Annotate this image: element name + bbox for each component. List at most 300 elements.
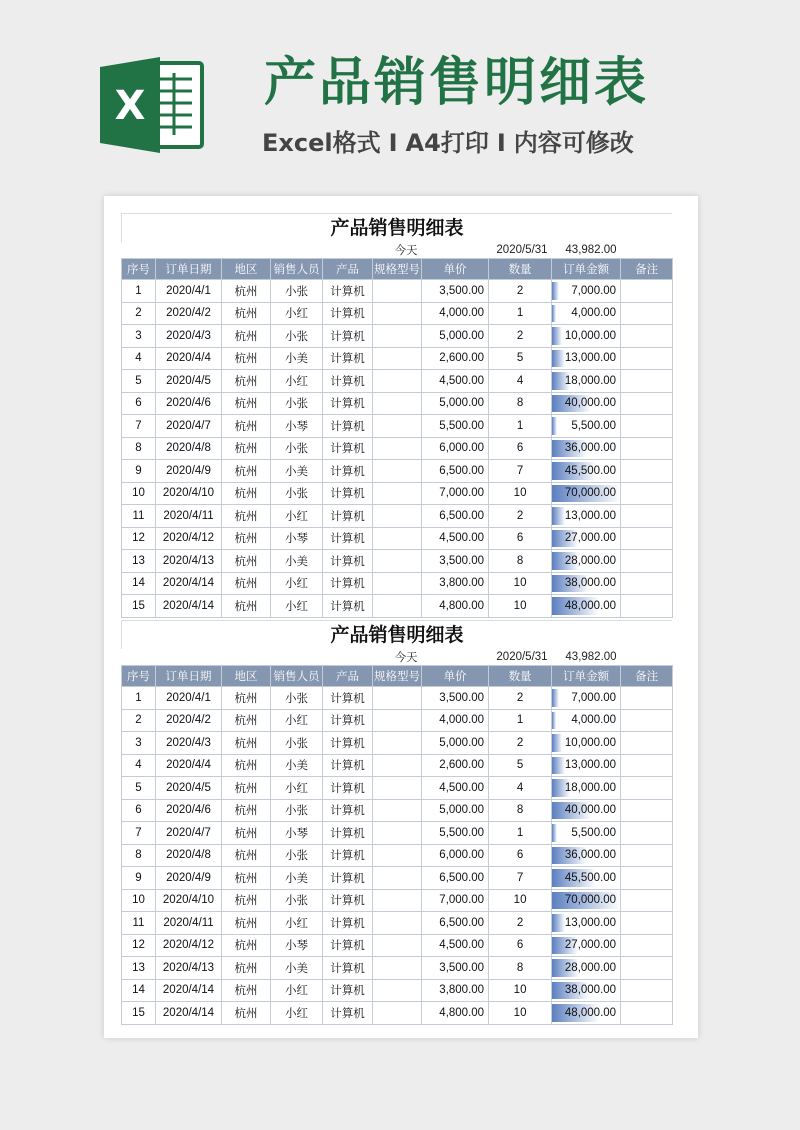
cell-quantity[interactable]: 10 [489, 979, 552, 1002]
cell-order-date[interactable]: 2020/4/9 [156, 460, 222, 483]
cell-spec[interactable] [373, 754, 422, 777]
cell-quantity[interactable]: 1 [489, 709, 552, 732]
cell-product[interactable]: 计算机 [323, 302, 373, 325]
cell-order-date[interactable]: 2020/4/14 [156, 979, 222, 1002]
cell-order-amount[interactable] [552, 822, 621, 845]
cell-order-date[interactable]: 2020/4/13 [156, 550, 222, 573]
cell-spec[interactable] [373, 709, 422, 732]
cell-region[interactable]: 杭州 [222, 505, 271, 528]
cell-note[interactable] [621, 280, 673, 303]
cell-product[interactable]: 计算机 [323, 482, 373, 505]
cell-order-amount[interactable] [552, 437, 621, 460]
cell-note[interactable] [621, 912, 673, 935]
cell-salesperson[interactable]: 小红 [271, 302, 323, 325]
cell-spec[interactable] [373, 370, 422, 393]
cell-order-amount[interactable] [552, 550, 621, 573]
cell-spec[interactable] [373, 979, 422, 1002]
cell-salesperson[interactable]: 小琴 [271, 822, 323, 845]
cell-spec[interactable] [373, 325, 422, 348]
cell-quantity[interactable]: 5 [489, 347, 552, 370]
cell-order-date[interactable]: 2020/4/11 [156, 505, 222, 528]
cell-product[interactable]: 计算机 [323, 550, 373, 573]
cell-index[interactable]: 3 [122, 325, 156, 348]
cell-unit-price[interactable]: 6,500.00 [422, 912, 489, 935]
cell-order-amount[interactable] [552, 482, 621, 505]
cell-index[interactable]: 6 [122, 392, 156, 415]
cell-unit-price[interactable]: 4,500.00 [422, 370, 489, 393]
cell-salesperson[interactable]: 小美 [271, 347, 323, 370]
cell-quantity[interactable]: 10 [489, 595, 552, 618]
cell-region[interactable]: 杭州 [222, 687, 271, 710]
cell-note[interactable] [621, 979, 673, 1002]
cell-product[interactable]: 计算机 [323, 370, 373, 393]
cell-order-date[interactable]: 2020/4/10 [156, 482, 222, 505]
cell-order-date[interactable]: 2020/4/14 [156, 595, 222, 618]
cell-salesperson[interactable]: 小琴 [271, 415, 323, 438]
cell-order-amount[interactable] [552, 572, 621, 595]
cell-index[interactable]: 3 [122, 732, 156, 755]
cell-quantity[interactable]: 10 [489, 572, 552, 595]
cell-index[interactable]: 14 [122, 979, 156, 1002]
cell-order-amount[interactable] [552, 505, 621, 528]
cell-quantity[interactable]: 1 [489, 302, 552, 325]
cell-product[interactable]: 计算机 [323, 572, 373, 595]
cell-product[interactable]: 计算机 [323, 957, 373, 980]
cell-spec[interactable] [373, 934, 422, 957]
cell-quantity[interactable]: 2 [489, 732, 552, 755]
cell-index[interactable]: 8 [122, 437, 156, 460]
cell-order-date[interactable]: 2020/4/1 [156, 687, 222, 710]
cell-spec[interactable] [373, 799, 422, 822]
cell-product[interactable]: 计算机 [323, 732, 373, 755]
cell-quantity[interactable]: 7 [489, 867, 552, 890]
cell-spec[interactable] [373, 732, 422, 755]
cell-salesperson[interactable]: 小张 [271, 732, 323, 755]
cell-unit-price[interactable]: 5,000.00 [422, 392, 489, 415]
cell-unit-price[interactable]: 4,000.00 [422, 709, 489, 732]
cell-product[interactable]: 计算机 [323, 822, 373, 845]
cell-salesperson[interactable]: 小红 [271, 912, 323, 935]
cell-salesperson[interactable]: 小张 [271, 889, 323, 912]
cell-salesperson[interactable]: 小美 [271, 754, 323, 777]
cell-spec[interactable] [373, 460, 422, 483]
cell-order-amount[interactable] [552, 732, 621, 755]
cell-region[interactable]: 杭州 [222, 392, 271, 415]
cell-note[interactable] [621, 732, 673, 755]
cell-region[interactable]: 杭州 [222, 777, 271, 800]
cell-index[interactable]: 2 [122, 302, 156, 325]
cell-note[interactable] [621, 550, 673, 573]
cell-order-date[interactable]: 2020/4/2 [156, 302, 222, 325]
cell-salesperson[interactable]: 小美 [271, 550, 323, 573]
cell-order-date[interactable]: 2020/4/10 [156, 889, 222, 912]
cell-spec[interactable] [373, 687, 422, 710]
cell-order-date[interactable]: 2020/4/12 [156, 934, 222, 957]
cell-product[interactable]: 计算机 [323, 912, 373, 935]
cell-region[interactable]: 杭州 [222, 302, 271, 325]
cell-quantity[interactable]: 6 [489, 437, 552, 460]
cell-note[interactable] [621, 934, 673, 957]
cell-quantity[interactable]: 4 [489, 370, 552, 393]
cell-product[interactable]: 计算机 [323, 889, 373, 912]
cell-region[interactable]: 杭州 [222, 934, 271, 957]
cell-region[interactable]: 杭州 [222, 460, 271, 483]
cell-index[interactable]: 13 [122, 550, 156, 573]
cell-index[interactable]: 9 [122, 460, 156, 483]
cell-salesperson[interactable]: 小红 [271, 979, 323, 1002]
cell-order-date[interactable]: 2020/4/5 [156, 777, 222, 800]
cell-salesperson[interactable]: 小红 [271, 370, 323, 393]
cell-salesperson[interactable]: 小琴 [271, 527, 323, 550]
cell-region[interactable]: 杭州 [222, 347, 271, 370]
cell-index[interactable]: 7 [122, 415, 156, 438]
cell-spec[interactable] [373, 1002, 422, 1025]
cell-order-amount[interactable] [552, 979, 621, 1002]
cell-product[interactable]: 计算机 [323, 460, 373, 483]
cell-product[interactable]: 计算机 [323, 325, 373, 348]
cell-order-amount[interactable] [552, 687, 621, 710]
cell-index[interactable]: 4 [122, 754, 156, 777]
cell-index[interactable]: 11 [122, 912, 156, 935]
cell-salesperson[interactable]: 小红 [271, 595, 323, 618]
cell-region[interactable]: 杭州 [222, 415, 271, 438]
cell-spec[interactable] [373, 505, 422, 528]
cell-salesperson[interactable]: 小红 [271, 572, 323, 595]
cell-order-amount[interactable] [552, 392, 621, 415]
cell-order-date[interactable]: 2020/4/14 [156, 572, 222, 595]
cell-index[interactable]: 12 [122, 934, 156, 957]
cell-region[interactable]: 杭州 [222, 912, 271, 935]
cell-spec[interactable] [373, 867, 422, 890]
cell-quantity[interactable]: 2 [489, 325, 552, 348]
cell-spec[interactable] [373, 347, 422, 370]
cell-unit-price[interactable]: 4,000.00 [422, 302, 489, 325]
cell-unit-price[interactable]: 6,500.00 [422, 505, 489, 528]
cell-spec[interactable] [373, 527, 422, 550]
cell-unit-price[interactable]: 3,800.00 [422, 572, 489, 595]
cell-spec[interactable] [373, 280, 422, 303]
cell-region[interactable]: 杭州 [222, 957, 271, 980]
cell-salesperson[interactable]: 小美 [271, 460, 323, 483]
cell-note[interactable] [621, 709, 673, 732]
cell-product[interactable]: 计算机 [323, 392, 373, 415]
cell-spec[interactable] [373, 889, 422, 912]
cell-index[interactable]: 7 [122, 822, 156, 845]
cell-region[interactable]: 杭州 [222, 799, 271, 822]
cell-quantity[interactable]: 1 [489, 822, 552, 845]
cell-region[interactable]: 杭州 [222, 527, 271, 550]
cell-order-date[interactable]: 2020/4/11 [156, 912, 222, 935]
cell-spec[interactable] [373, 415, 422, 438]
cell-spec[interactable] [373, 844, 422, 867]
cell-unit-price[interactable]: 2,600.00 [422, 754, 489, 777]
cell-note[interactable] [621, 527, 673, 550]
cell-note[interactable] [621, 889, 673, 912]
cell-order-amount[interactable] [552, 595, 621, 618]
cell-unit-price[interactable]: 6,000.00 [422, 844, 489, 867]
cell-region[interactable]: 杭州 [222, 280, 271, 303]
cell-order-date[interactable]: 2020/4/13 [156, 957, 222, 980]
cell-order-amount[interactable] [552, 912, 621, 935]
cell-spec[interactable] [373, 912, 422, 935]
cell-salesperson[interactable]: 小红 [271, 505, 323, 528]
cell-product[interactable]: 计算机 [323, 437, 373, 460]
cell-order-amount[interactable] [552, 415, 621, 438]
cell-product[interactable]: 计算机 [323, 687, 373, 710]
cell-index[interactable]: 15 [122, 595, 156, 618]
cell-region[interactable]: 杭州 [222, 1002, 271, 1025]
cell-note[interactable] [621, 415, 673, 438]
cell-product[interactable]: 计算机 [323, 777, 373, 800]
cell-quantity[interactable]: 7 [489, 460, 552, 483]
cell-product[interactable]: 计算机 [323, 595, 373, 618]
cell-order-amount[interactable] [552, 777, 621, 800]
cell-product[interactable]: 计算机 [323, 280, 373, 303]
cell-salesperson[interactable]: 小张 [271, 325, 323, 348]
cell-order-amount[interactable] [552, 709, 621, 732]
cell-salesperson[interactable]: 小美 [271, 867, 323, 890]
cell-spec[interactable] [373, 822, 422, 845]
cell-unit-price[interactable]: 4,500.00 [422, 527, 489, 550]
cell-order-date[interactable]: 2020/4/8 [156, 437, 222, 460]
cell-unit-price[interactable]: 3,500.00 [422, 687, 489, 710]
cell-quantity[interactable]: 6 [489, 934, 552, 957]
cell-salesperson[interactable]: 小张 [271, 280, 323, 303]
cell-index[interactable]: 8 [122, 844, 156, 867]
cell-note[interactable] [621, 1002, 673, 1025]
cell-region[interactable]: 杭州 [222, 437, 271, 460]
cell-index[interactable]: 1 [122, 687, 156, 710]
cell-unit-price[interactable]: 3,800.00 [422, 979, 489, 1002]
cell-index[interactable]: 1 [122, 280, 156, 303]
cell-salesperson[interactable]: 小琴 [271, 934, 323, 957]
cell-region[interactable]: 杭州 [222, 572, 271, 595]
cell-unit-price[interactable]: 5,500.00 [422, 415, 489, 438]
cell-note[interactable] [621, 867, 673, 890]
cell-unit-price[interactable]: 4,500.00 [422, 934, 489, 957]
cell-order-date[interactable]: 2020/4/7 [156, 415, 222, 438]
cell-salesperson[interactable]: 小红 [271, 777, 323, 800]
cell-quantity[interactable]: 8 [489, 550, 552, 573]
cell-spec[interactable] [373, 572, 422, 595]
cell-note[interactable] [621, 460, 673, 483]
cell-order-amount[interactable] [552, 799, 621, 822]
cell-order-date[interactable]: 2020/4/3 [156, 732, 222, 755]
cell-quantity[interactable]: 8 [489, 957, 552, 980]
cell-index[interactable]: 10 [122, 482, 156, 505]
cell-quantity[interactable]: 2 [489, 505, 552, 528]
cell-quantity[interactable]: 1 [489, 415, 552, 438]
cell-unit-price[interactable]: 5,500.00 [422, 822, 489, 845]
cell-note[interactable] [621, 302, 673, 325]
cell-salesperson[interactable]: 小张 [271, 799, 323, 822]
cell-quantity[interactable]: 10 [489, 889, 552, 912]
cell-salesperson[interactable]: 小红 [271, 709, 323, 732]
cell-spec[interactable] [373, 437, 422, 460]
cell-product[interactable]: 计算机 [323, 979, 373, 1002]
cell-quantity[interactable]: 8 [489, 392, 552, 415]
cell-product[interactable]: 计算机 [323, 1002, 373, 1025]
cell-quantity[interactable]: 8 [489, 799, 552, 822]
cell-index[interactable]: 10 [122, 889, 156, 912]
cell-region[interactable]: 杭州 [222, 370, 271, 393]
cell-note[interactable] [621, 505, 673, 528]
cell-quantity[interactable]: 2 [489, 687, 552, 710]
cell-unit-price[interactable]: 7,000.00 [422, 482, 489, 505]
cell-index[interactable]: 15 [122, 1002, 156, 1025]
cell-order-amount[interactable] [552, 934, 621, 957]
cell-product[interactable]: 计算机 [323, 415, 373, 438]
cell-index[interactable]: 2 [122, 709, 156, 732]
cell-unit-price[interactable]: 7,000.00 [422, 889, 489, 912]
cell-salesperson[interactable]: 小美 [271, 957, 323, 980]
cell-order-amount[interactable] [552, 280, 621, 303]
cell-index[interactable]: 6 [122, 799, 156, 822]
cell-unit-price[interactable]: 4,500.00 [422, 777, 489, 800]
cell-quantity[interactable]: 2 [489, 912, 552, 935]
cell-order-amount[interactable] [552, 844, 621, 867]
cell-order-date[interactable]: 2020/4/2 [156, 709, 222, 732]
cell-product[interactable]: 计算机 [323, 867, 373, 890]
cell-product[interactable]: 计算机 [323, 527, 373, 550]
cell-region[interactable]: 杭州 [222, 325, 271, 348]
cell-order-amount[interactable] [552, 347, 621, 370]
cell-order-date[interactable]: 2020/4/7 [156, 822, 222, 845]
cell-region[interactable]: 杭州 [222, 709, 271, 732]
cell-note[interactable] [621, 482, 673, 505]
cell-quantity[interactable]: 2 [489, 280, 552, 303]
cell-region[interactable]: 杭州 [222, 844, 271, 867]
cell-quantity[interactable]: 4 [489, 777, 552, 800]
cell-note[interactable] [621, 347, 673, 370]
cell-salesperson[interactable]: 小张 [271, 437, 323, 460]
cell-note[interactable] [621, 370, 673, 393]
cell-index[interactable]: 14 [122, 572, 156, 595]
cell-product[interactable]: 计算机 [323, 709, 373, 732]
cell-spec[interactable] [373, 777, 422, 800]
cell-index[interactable]: 4 [122, 347, 156, 370]
cell-spec[interactable] [373, 482, 422, 505]
cell-order-amount[interactable] [552, 325, 621, 348]
cell-note[interactable] [621, 595, 673, 618]
cell-region[interactable]: 杭州 [222, 595, 271, 618]
cell-order-date[interactable]: 2020/4/5 [156, 370, 222, 393]
cell-unit-price[interactable]: 6,500.00 [422, 867, 489, 890]
cell-order-amount[interactable] [552, 302, 621, 325]
cell-spec[interactable] [373, 302, 422, 325]
cell-order-amount[interactable] [552, 889, 621, 912]
cell-order-amount[interactable] [552, 957, 621, 980]
cell-order-date[interactable]: 2020/4/8 [156, 844, 222, 867]
cell-salesperson[interactable]: 小张 [271, 687, 323, 710]
cell-order-date[interactable]: 2020/4/4 [156, 347, 222, 370]
cell-spec[interactable] [373, 595, 422, 618]
cell-order-date[interactable]: 2020/4/3 [156, 325, 222, 348]
cell-salesperson[interactable]: 小张 [271, 392, 323, 415]
cell-order-amount[interactable] [552, 754, 621, 777]
cell-product[interactable]: 计算机 [323, 754, 373, 777]
cell-salesperson[interactable]: 小张 [271, 482, 323, 505]
cell-index[interactable]: 11 [122, 505, 156, 528]
cell-unit-price[interactable]: 3,500.00 [422, 550, 489, 573]
cell-order-date[interactable]: 2020/4/9 [156, 867, 222, 890]
cell-region[interactable]: 杭州 [222, 482, 271, 505]
cell-note[interactable] [621, 754, 673, 777]
cell-product[interactable]: 计算机 [323, 505, 373, 528]
cell-order-date[interactable]: 2020/4/6 [156, 799, 222, 822]
cell-product[interactable]: 计算机 [323, 799, 373, 822]
cell-unit-price[interactable]: 5,000.00 [422, 799, 489, 822]
cell-unit-price[interactable]: 4,800.00 [422, 595, 489, 618]
cell-quantity[interactable]: 5 [489, 754, 552, 777]
cell-index[interactable]: 13 [122, 957, 156, 980]
cell-region[interactable]: 杭州 [222, 732, 271, 755]
cell-unit-price[interactable]: 5,000.00 [422, 732, 489, 755]
cell-spec[interactable] [373, 392, 422, 415]
cell-unit-price[interactable]: 4,800.00 [422, 1002, 489, 1025]
cell-note[interactable] [621, 844, 673, 867]
cell-order-amount[interactable] [552, 867, 621, 890]
cell-product[interactable]: 计算机 [323, 844, 373, 867]
cell-unit-price[interactable]: 5,000.00 [422, 325, 489, 348]
cell-note[interactable] [621, 957, 673, 980]
cell-order-date[interactable]: 2020/4/14 [156, 1002, 222, 1025]
cell-note[interactable] [621, 572, 673, 595]
cell-note[interactable] [621, 777, 673, 800]
cell-quantity[interactable]: 10 [489, 482, 552, 505]
cell-order-date[interactable]: 2020/4/4 [156, 754, 222, 777]
cell-index[interactable]: 5 [122, 777, 156, 800]
cell-note[interactable] [621, 325, 673, 348]
cell-quantity[interactable]: 6 [489, 844, 552, 867]
cell-product[interactable]: 计算机 [323, 934, 373, 957]
cell-note[interactable] [621, 687, 673, 710]
cell-salesperson[interactable]: 小张 [271, 844, 323, 867]
cell-index[interactable]: 12 [122, 527, 156, 550]
cell-spec[interactable] [373, 550, 422, 573]
cell-salesperson[interactable]: 小红 [271, 1002, 323, 1025]
cell-note[interactable] [621, 392, 673, 415]
cell-quantity[interactable]: 10 [489, 1002, 552, 1025]
cell-order-date[interactable]: 2020/4/1 [156, 280, 222, 303]
cell-product[interactable]: 计算机 [323, 347, 373, 370]
cell-order-date[interactable]: 2020/4/6 [156, 392, 222, 415]
cell-order-amount[interactable] [552, 1002, 621, 1025]
cell-region[interactable]: 杭州 [222, 889, 271, 912]
cell-region[interactable]: 杭州 [222, 550, 271, 573]
cell-index[interactable]: 5 [122, 370, 156, 393]
cell-unit-price[interactable]: 6,500.00 [422, 460, 489, 483]
cell-note[interactable] [621, 437, 673, 460]
cell-note[interactable] [621, 822, 673, 845]
cell-region[interactable]: 杭州 [222, 979, 271, 1002]
cell-spec[interactable] [373, 957, 422, 980]
cell-order-amount[interactable] [552, 460, 621, 483]
cell-quantity[interactable]: 6 [489, 527, 552, 550]
cell-unit-price[interactable]: 6,000.00 [422, 437, 489, 460]
cell-region[interactable]: 杭州 [222, 822, 271, 845]
cell-order-amount[interactable] [552, 527, 621, 550]
cell-region[interactable]: 杭州 [222, 754, 271, 777]
cell-unit-price[interactable]: 3,500.00 [422, 280, 489, 303]
cell-index[interactable]: 9 [122, 867, 156, 890]
cell-note[interactable] [621, 799, 673, 822]
cell-order-date[interactable]: 2020/4/12 [156, 527, 222, 550]
cell-order-amount[interactable] [552, 370, 621, 393]
cell-unit-price[interactable]: 2,600.00 [422, 347, 489, 370]
cell-region[interactable]: 杭州 [222, 867, 271, 890]
cell-unit-price[interactable]: 3,500.00 [422, 957, 489, 980]
